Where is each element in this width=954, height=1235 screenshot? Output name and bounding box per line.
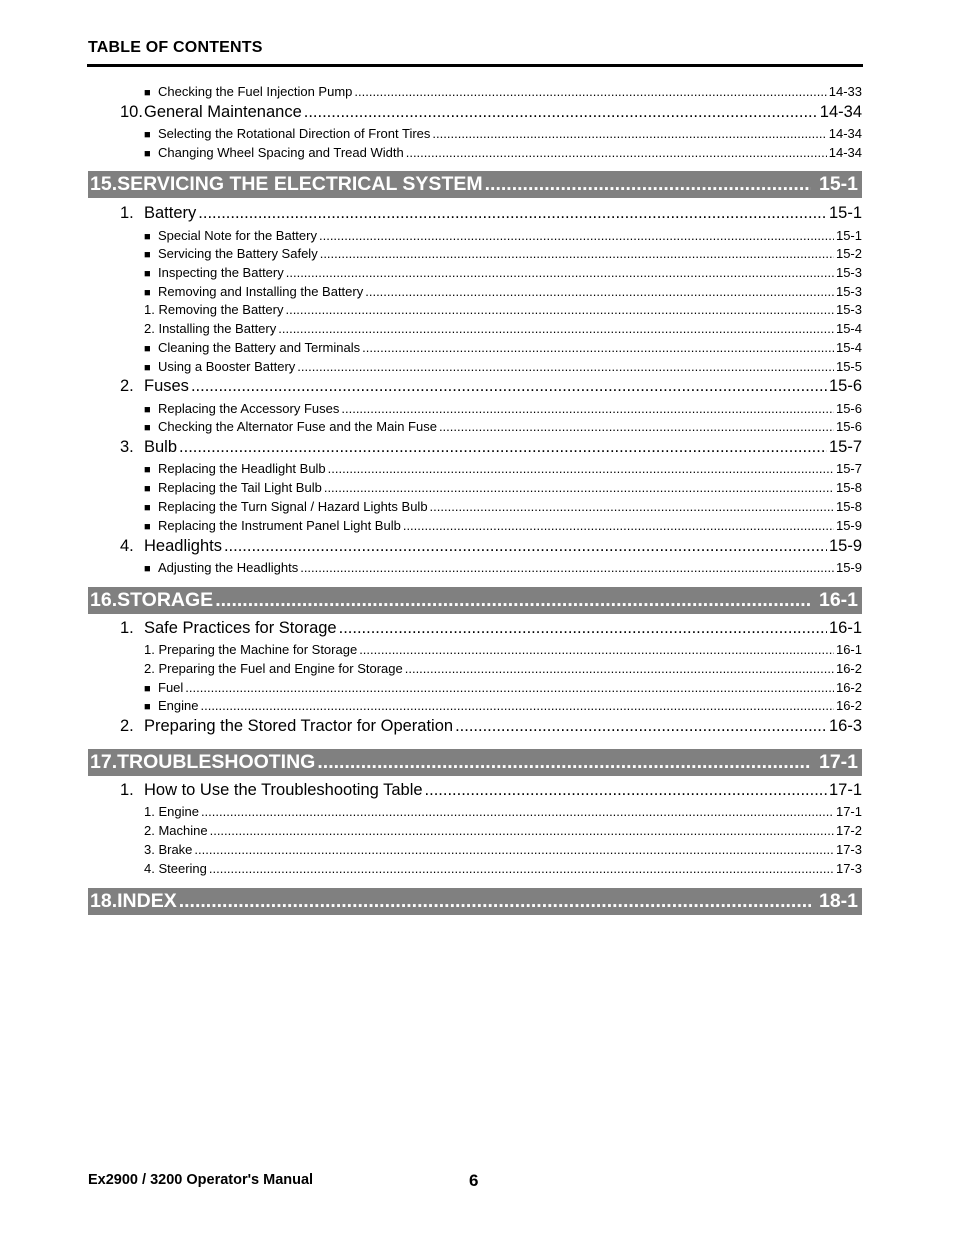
toc-page-number: 15-8 [835,499,862,514]
toc-entry-text: 2. Installing the Battery [144,321,277,336]
toc-page-number: 16-2 [835,661,862,676]
dot-leader [200,698,833,713]
toc-entry-label [144,661,403,676]
toc-entry-text: Safe Practices for Storage [144,619,337,637]
toc-entry-label [120,717,453,736]
toc-entry-text: Fuses [144,377,189,395]
toc-entry-label [90,589,213,612]
toc-entry-label [144,823,208,838]
toc-page-number: 14-34 [828,145,862,160]
toc-entry-label [90,890,177,913]
toc-entry-label [144,126,430,141]
toc-page-number: 15-1 [835,228,862,243]
dot-leader [278,321,834,336]
dot-leader [432,126,826,141]
toc-entry-text: Fuel [158,680,184,695]
dot-leader [317,751,811,774]
toc-bullet-entry [88,145,862,160]
dot-leader [328,461,834,476]
toc-page-number: 14-34 [828,126,862,141]
toc-entry-text: 1. Preparing the Machine for Storage [144,642,358,657]
toc-entry-text: Adjusting the Headlights [158,560,299,575]
toc-entry-text: 16.STORAGE [90,589,214,611]
toc-page-number: 17-3 [835,861,862,876]
toc-entry-label [120,438,177,457]
toc-page-number: 14-33 [828,84,862,99]
square-bullet-icon: ■ [144,343,151,355]
toc-bullet-entry [88,359,862,374]
square-bullet-icon: ■ [144,701,151,713]
toc-chapter-entry [88,537,862,556]
dot-leader [285,302,834,317]
toc-entry-label [144,302,283,317]
dot-leader [297,359,834,374]
toc-entry-label [144,84,352,99]
dot-leader [406,145,827,160]
toc-entry-label [144,842,192,857]
square-bullet-icon: ■ [144,249,151,261]
toc-section-heading [88,749,862,776]
dot-leader [362,340,834,355]
toc-subentry [88,661,862,676]
toc-subentry [88,642,862,657]
toc-bullet-entry [88,560,862,575]
toc-entry-number: 1. [120,781,134,799]
toc-page-number: 15-9 [835,518,862,533]
toc-entry-label [144,284,363,299]
toc-entry-label [120,781,423,800]
toc-subentry [88,823,862,838]
toc-entry-text: Preparing the Stored Tractor for Operation [144,717,454,735]
toc-entry-text: 17.TROUBLESHOOTING [90,751,316,773]
dot-leader [405,661,834,676]
dot-leader [485,173,811,196]
toc-chapter-entry [88,103,862,122]
dot-leader [403,518,834,533]
square-bullet-icon: ■ [144,422,151,434]
toc-entry-text: Replacing the Headlight Bulb [158,461,326,476]
toc-bullet-entry [88,480,862,495]
toc-entry-label [144,246,318,261]
toc-entry-text: Replacing the Tail Light Bulb [158,480,322,495]
toc-chapter-entry [88,717,862,736]
dot-leader [439,419,834,434]
toc-page-number: 16-1 [835,642,862,657]
square-bullet-icon: ■ [144,268,151,280]
toc-entry-text: General Maintenance [144,103,302,121]
toc-entry-label [144,321,276,336]
toc-bullet-entry [88,246,862,261]
toc-page-number: 16-2 [835,698,862,713]
toc-subentry [88,861,862,876]
toc-bullet-entry [88,265,862,280]
toc-entry-label [144,642,357,657]
toc-page-number: 16-3 [828,717,862,735]
toc-entry-label [144,698,198,713]
square-bullet-icon: ■ [144,502,151,514]
dot-leader [215,589,811,612]
toc-page-number: 15-5 [835,359,862,374]
toc-entry-text: How to Use the Troubleshooting Table [144,781,423,799]
toc-entry-text: Using a Booster Battery [158,359,296,374]
toc-page-number: 14-34 [819,103,862,121]
toc-entry-text: 3. Brake [144,842,193,857]
toc-page-number: 15-3 [835,302,862,317]
toc-entry-number: 1. [120,619,134,637]
toc-entry-label [144,518,401,533]
dot-leader [365,284,834,299]
toc-page-number: 16-1 [828,619,862,637]
toc-page-number: 15-3 [835,265,862,280]
toc-entry-number: 3. [120,438,134,456]
toc-bullet-entry [88,461,862,476]
toc-entry-text: 1. Removing the Battery [144,302,284,317]
square-bullet-icon: ■ [144,483,151,495]
toc-page-number: 18-1 [818,890,858,912]
toc-entry-text: Replacing the Instrument Panel Light Bulb [158,518,401,533]
square-bullet-icon: ■ [144,404,151,416]
toc-subentry [88,321,862,336]
toc-page-number: 15-9 [828,537,862,555]
toc-entry-text: Checking the Alternator Fuse and the Main Fuse [158,419,437,434]
toc-page-number: 17-1 [818,751,858,773]
toc-entry-label [144,145,404,160]
toc-entry-text: 15.SERVICING THE ELECTRICAL SYSTEM [90,173,483,195]
toc-page-number: 16-2 [835,680,862,695]
square-bullet-icon: ■ [144,129,151,141]
toc-entry-label [144,499,428,514]
toc-subentry [88,842,862,857]
toc-page-number: 15-7 [828,438,862,456]
toc-entry-text: 4. Steering [144,861,207,876]
toc-page-number: 17-2 [835,823,862,838]
dot-leader [185,680,834,695]
toc-entry-label [144,861,207,876]
toc-entry-text: Headlights [144,537,222,555]
dot-leader [455,717,827,736]
dot-leader [304,103,818,122]
dot-leader [339,619,827,638]
toc-page-number: 15-9 [835,560,862,575]
toc-entry-label [144,560,298,575]
toc-entry-label [144,480,322,495]
toc-page-number: 17-1 [828,781,862,799]
square-bullet-icon: ■ [144,231,151,243]
dot-leader [320,246,834,261]
toc-entry-text: Special Note for the Battery [158,228,317,243]
dot-leader [194,842,834,857]
toc-entry-text: 1. Engine [144,804,199,819]
toc-bullet-entry [88,698,862,713]
dot-leader [210,823,834,838]
toc-entry-text: Checking the Fuel Injection Pump [158,84,353,99]
toc-entry-label [120,103,302,122]
square-bullet-icon: ■ [144,287,151,299]
toc-entry-label [120,537,222,556]
dot-leader [198,204,827,223]
toc-entry-number: 10. [120,103,143,121]
toc-section-heading [88,888,862,915]
toc-entry-label [90,751,315,774]
toc-entry-label [144,419,437,434]
toc-entry-text: Bulb [144,438,178,456]
toc-chapter-entry [88,204,862,223]
toc-section-heading [88,587,862,614]
toc-page-number: 15-6 [835,419,862,434]
toc-page-number: 15-6 [828,377,862,395]
toc-entry-label [90,173,483,196]
toc-chapter-entry [88,438,862,457]
dot-leader [191,377,827,396]
dot-leader [354,84,826,99]
toc-entry-number: 1. [120,204,134,222]
toc-bullet-entry [88,419,862,434]
toc-bullet-entry [88,340,862,355]
toc-entry-label [144,401,339,416]
square-bullet-icon: ■ [144,563,151,575]
toc-page-number: 15-4 [835,340,862,355]
square-bullet-icon: ■ [144,87,151,99]
toc-chapter-entry [88,619,862,638]
toc-entry-label [144,359,295,374]
toc-entry-text: 18.INDEX [90,890,177,912]
toc-page-number: 17-3 [835,842,862,857]
toc-entry-label [144,340,360,355]
toc-entry-label [144,228,317,243]
toc-page-number: 15-6 [835,401,862,416]
square-bullet-icon: ■ [144,521,151,533]
square-bullet-icon: ■ [144,362,151,374]
toc-entry-number: 2. [120,717,134,735]
toc-entry-number: 4. [120,537,134,555]
dot-leader [209,861,834,876]
dot-leader [300,560,834,575]
toc-bullet-entry [88,84,862,99]
toc-entry-text: Cleaning the Battery and Terminals [158,340,361,355]
toc-page-number: 15-7 [835,461,862,476]
toc-bullet-entry [88,499,862,514]
toc-entry-text: Battery [144,204,197,222]
toc-entry-text: Selecting the Rotational Direction of Front Tires [158,126,431,141]
dot-leader [430,499,834,514]
dot-leader [201,804,834,819]
toc-entry-label [120,619,337,638]
toc-entry-label [144,265,284,280]
toc-entry-text: Replacing the Accessory Fuses [158,401,340,416]
dot-leader [425,781,827,800]
toc-entry-text: Changing Wheel Spacing and Tread Width [158,145,404,160]
toc-bullet-entry [88,228,862,243]
page-header-title: TABLE OF CONTENTS [88,39,263,56]
square-bullet-icon: ■ [144,464,151,476]
dot-leader [179,890,811,913]
toc-chapter-entry [88,377,862,396]
toc-entry-text: Servicing the Battery Safely [158,246,318,261]
toc-bullet-entry [88,401,862,416]
toc-page-number: 15-8 [835,480,862,495]
toc-entry-text: Inspecting the Battery [158,265,284,280]
toc-entry-label [144,804,199,819]
toc-entry-label [120,377,189,396]
toc-entry-text: 2. Machine [144,823,208,838]
square-bullet-icon: ■ [144,148,151,160]
dot-leader [341,401,834,416]
toc-page-number: 17-1 [835,804,862,819]
dot-leader [179,438,827,457]
toc-bullet-entry [88,518,862,533]
dot-leader [324,480,834,495]
toc-entry-text: Engine [158,698,199,713]
toc-entry-label [120,204,196,223]
square-bullet-icon: ■ [144,683,151,695]
toc-subentry [88,302,862,317]
toc-subentry [88,804,862,819]
header-divider [87,64,863,67]
toc-entry-number: 2. [120,377,134,395]
toc-bullet-entry [88,126,862,141]
footer-page-number: 6 [469,1171,479,1190]
toc-section-heading [88,171,862,198]
toc-page-number: 15-3 [835,284,862,299]
toc-entry-label [144,461,326,476]
toc-chapter-entry [88,781,862,800]
toc-entry-label [144,680,183,695]
toc-page-number: 15-4 [835,321,862,336]
dot-leader [224,537,827,556]
toc-page-number: 15-1 [828,204,862,222]
toc-page-number: 16-1 [818,589,858,611]
toc-entry-text: Replacing the Turn Signal / Hazard Lights Bulb [158,499,428,514]
toc-page-number: 15-1 [818,173,858,195]
dot-leader [319,228,834,243]
footer-manual-title: Ex2900 / 3200 Operator's Manual [88,1172,314,1188]
dot-leader [286,265,834,280]
toc-entry-text: Removing and Installing the Battery [158,284,364,299]
toc-page-number: 15-2 [835,246,862,261]
toc-entry-text: 2. Preparing the Fuel and Engine for Storage [144,661,403,676]
dot-leader [359,642,834,657]
toc-bullet-entry [88,680,862,695]
toc-bullet-entry [88,284,862,299]
